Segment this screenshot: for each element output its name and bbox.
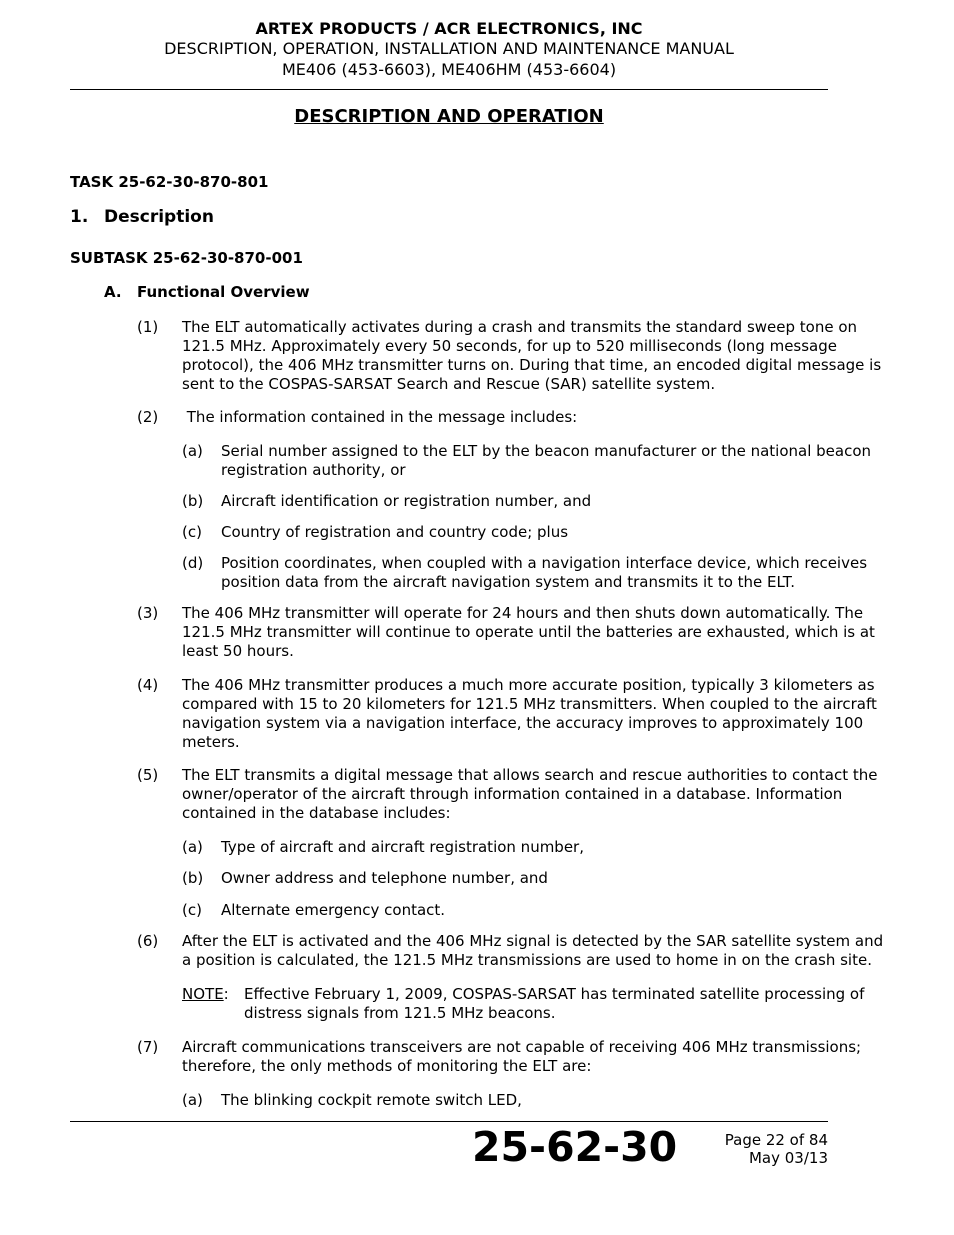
text-line: position data from the aircraft navigation system and transmits it to the ELT. xyxy=(221,573,795,591)
item-text xyxy=(221,869,830,888)
heading-label: Description xyxy=(104,207,214,227)
note-label: NOTE: xyxy=(182,985,229,1003)
text-line: registration authority, or xyxy=(221,461,406,479)
heading-number: 1. xyxy=(70,207,89,227)
company-name: ARTEX PRODUCTS / ACR ELECTRONICS, INC xyxy=(255,19,643,38)
item-number: (7) xyxy=(137,1038,159,1056)
text-line: Aircraft communications transceivers are not capable of receiving 406 MHz transmissions; xyxy=(182,1038,862,1056)
text-line: compared with 15 to 20 kilometers for 121.5 MHz transmitters. When coupled to the aircraft xyxy=(182,695,877,713)
text-line: Country of registration and country code; plus xyxy=(221,523,569,541)
text-line: After the ELT is activated and the 406 MHz signal is detected by the SAR satellite system and xyxy=(182,932,884,950)
model-numbers: ME406 (453-6603), ME406HM (453-6604) xyxy=(281,60,617,79)
item-number: (a) xyxy=(182,838,203,856)
text-line: The 406 MHz transmitter will operate for 24 hours and then shuts down automatically. The xyxy=(182,604,864,622)
text-line: 121.5 MHz transmitter will continue to operate until the batteries are exhausted, which is at xyxy=(182,623,875,641)
text-line: Aircraft identification or registration number, and xyxy=(221,492,592,510)
text-line: Position coordinates, when coupled with a navigation interface device, which receives xyxy=(221,554,868,572)
text-line: protocol), the 406 MHz transmitter turns on. During that time, an encoded digital message is xyxy=(182,356,882,374)
item-number: (b) xyxy=(182,869,204,887)
item-text xyxy=(221,554,868,592)
section-title: DESCRIPTION AND OPERATION xyxy=(294,106,604,127)
item-number: (4) xyxy=(137,676,159,694)
item-number: (c) xyxy=(182,901,202,919)
item-text xyxy=(182,676,877,752)
item-number: (c) xyxy=(182,523,202,541)
task-id: TASK 25-62-30-870-801 xyxy=(70,173,269,191)
text-line: The blinking cockpit remote switch LED, xyxy=(221,1091,522,1109)
text-line: sent to the COSPAS-SARSAT Search and Rescue (SAR) satellite system. xyxy=(182,375,716,393)
item-number: (d) xyxy=(182,554,204,572)
text-line: contained in the database includes: xyxy=(182,804,451,822)
text-line: 121.5 MHz. Approximately every 50 seconds, for up to 520 milliseconds (long message xyxy=(182,337,837,355)
text-line: Owner address and telephone number, and xyxy=(221,869,548,887)
text-line: The ELT transmits a digital message that allows search and rescue authorities to contact the xyxy=(182,766,878,784)
subtask-id: SUBTASK 25-62-30-870-001 xyxy=(70,249,303,267)
footer-date: May 03/13 xyxy=(748,1149,828,1167)
text-line: a position is calculated, the 121.5 MHz transmissions are used to home in on the crash site. xyxy=(182,951,872,969)
text-line: The ELT automatically activates during a crash and transmits the standard sweep tone on xyxy=(182,318,858,336)
text-line: distress signals from 121.5 MHz beacons. xyxy=(244,1004,556,1022)
manual-title: DESCRIPTION, OPERATION, INSTALLATION AND MAINTENANCE MANUAL xyxy=(164,39,734,58)
text-line: The 406 MHz transmitter produces a much more accurate position, typically 3 kilometers as xyxy=(182,676,875,694)
text-line: meters. xyxy=(182,733,240,751)
text-line: Effective February 1, 2009, COSPAS-SARSAT has terminated satellite processing of xyxy=(244,985,865,1003)
item-text xyxy=(221,442,872,480)
text-line: The information contained in the message includes: xyxy=(182,408,578,426)
note-text xyxy=(244,985,865,1023)
item-text xyxy=(182,1038,862,1076)
subheading-letter: A. xyxy=(104,283,122,301)
item-number: (1) xyxy=(137,318,159,336)
item-number: (2) xyxy=(137,408,159,426)
footer-rule xyxy=(70,1121,828,1122)
item-text xyxy=(221,1091,830,1110)
footer-page-number: Page 22 of 84 xyxy=(724,1131,828,1149)
text-line: least 50 hours. xyxy=(182,642,294,660)
text-line: Type of aircraft and aircraft registration number, xyxy=(221,838,584,856)
item-text xyxy=(221,838,830,857)
text-line: therefore, the only methods of monitoring the ELT are: xyxy=(182,1057,592,1075)
item-text xyxy=(182,932,884,970)
item-number: (b) xyxy=(182,492,204,510)
header-rule xyxy=(70,89,828,90)
item-text xyxy=(221,492,830,511)
item-number: (3) xyxy=(137,604,159,622)
footer-chapter-code: 25-62-30 xyxy=(472,1123,678,1171)
item-number: (5) xyxy=(137,766,159,784)
item-text xyxy=(221,901,830,920)
subheading-label: Functional Overview xyxy=(137,283,310,301)
text-line: Alternate emergency contact. xyxy=(221,901,446,919)
text-line: owner/operator of the aircraft through information contained in a database. Information xyxy=(182,785,843,803)
item-number: (a) xyxy=(182,442,203,460)
item-text xyxy=(182,766,878,823)
item-number: (a) xyxy=(182,1091,203,1109)
text-line: Serial number assigned to the ELT by the beacon manufacturer or the national beacon xyxy=(221,442,872,460)
item-text xyxy=(182,408,830,427)
item-text xyxy=(221,523,830,542)
text-line: navigation system via a navigation interface, the accuracy improves to approximately 100 xyxy=(182,714,864,732)
item-number: (6) xyxy=(137,932,159,950)
item-text xyxy=(182,318,882,394)
item-text xyxy=(182,604,875,661)
